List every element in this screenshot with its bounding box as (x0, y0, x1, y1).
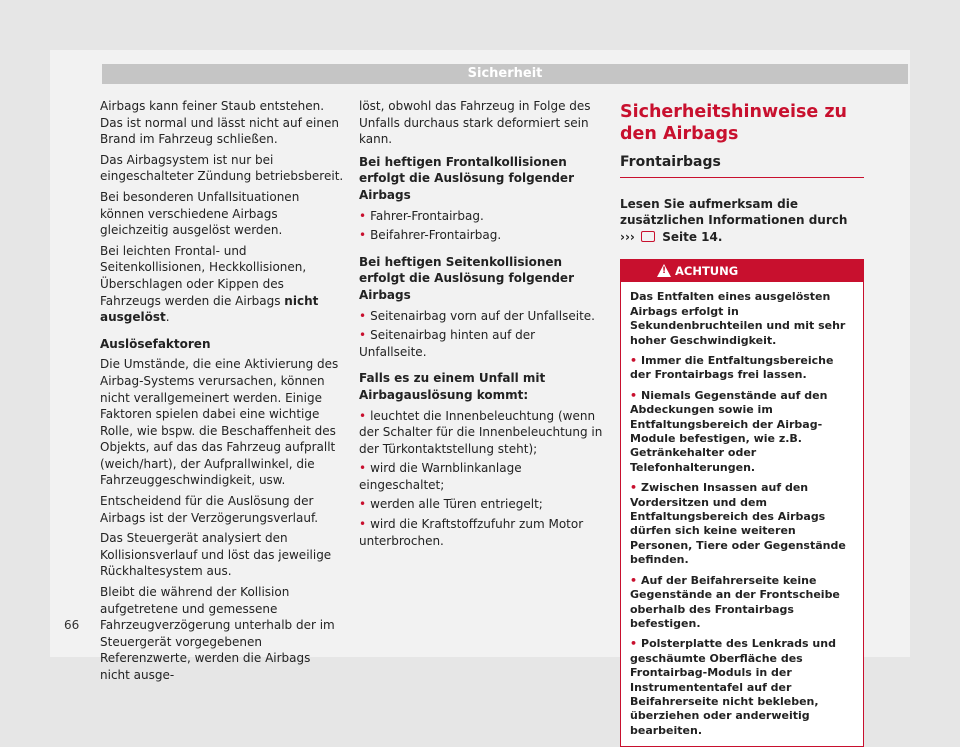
intro-text: Lesen Sie aufmerksam die zusätzlichen Informationen durch ››› Seite 14. (620, 196, 848, 244)
warning-body (621, 282, 863, 746)
bullet-icon: • (359, 228, 367, 243)
bullet-icon: • (630, 354, 638, 367)
bullet-icon: • (630, 388, 638, 402)
warning-item: • Polsterplatte des Lenkrads und geschäumte Oberfläche des Frontairbag-Moduls in der Instrumententafel auf der Beifahrerseite nicht bekleben, überziehen oder anderweitig bearbeiten. (630, 637, 836, 737)
paragraph: Airbags kann feiner Staub entstehen. Das ist normal und lässt nicht auf einen Brand im Fahrzeug schließen. (100, 99, 339, 147)
warning-box (620, 259, 864, 747)
book-icon (641, 231, 655, 242)
paragraph: Bei leichten Frontal- und Seitenkollisionen, Heckkollisionen, Überschlagen oder Kippen des Fahrzeugs werden die Airbags nicht ausgelöst. (100, 243, 319, 325)
subheading: Falls es zu einem Unfall mit Airbagauslösung kommt: (359, 371, 546, 402)
list-item: • Seitenairbag vorn auf der Unfallseite. (359, 308, 595, 323)
paragraph: Die Umstände, die eine Aktivierung des Airbag-Systems verursachen, können nicht verallgemeinert werden. Einige Faktoren spielen dabei eine wichtige Rolle, wie bspw. die Beschaffenheit des Objekts, auf das das Fahrzeug aufprallt (weich/hart), der Aufprallwinkel, die Fahrzeuggeschwindigkeit, usw. (100, 357, 339, 488)
section-header: Sicherheit (102, 64, 908, 84)
bullet-icon: • (359, 328, 367, 343)
paragraph: Bei besonderen Unfallsituationen können verschiedene Airbags gleichzeitig ausgelöst werden. (100, 189, 300, 238)
paragraph: Das Steuergerät analysiert den Kollisionsverlauf und löst das jeweilige Rückhaltesystem aus. (100, 531, 332, 579)
subheading: Bei heftigen Seitenkollisionen erfolgt die Auslösung folgender Airbags (359, 254, 574, 302)
list-item: • Beifahrer-Frontairbag. (359, 228, 502, 243)
page-number: 66 (64, 618, 80, 632)
bullet-icon: • (630, 573, 638, 587)
section-title: Sicherheitshinweise zu den Airbags (620, 102, 848, 144)
manual-page (50, 50, 910, 737)
section-subtitle: Frontairbags (620, 154, 864, 178)
page-link[interactable]: Seite 14 (662, 229, 718, 244)
subheading: Auslösefaktoren (100, 336, 211, 351)
warning-header (621, 260, 863, 282)
paragraph: Das Airbagsystem ist nur bei eingeschalteter Zündung betriebsbereit. (100, 152, 344, 184)
bullet-icon: • (359, 308, 367, 323)
bullet-icon: • (359, 517, 367, 532)
paragraph: löst, obwohl das Fahrzeug in Folge des Unfalls durchaus stark deformiert sein kann. (359, 99, 591, 147)
list-item: • leuchtet die Innenbeleuchtung (wenn der Schalter für die Innenbeleuchtung in der Türkontaktstellung steht); (359, 408, 603, 456)
bullet-icon: • (359, 408, 367, 423)
bullet-icon: • (630, 637, 638, 651)
list-item: • wird die Warnblinkanlage eingeschaltet; (359, 461, 522, 492)
subheading: Bei heftigen Frontalkollisionen erfolgt die Auslösung folgender Airbags (359, 154, 574, 202)
warning-lead: Das Entfalten eines ausgelösten Airbags erfolgt in Sekundenbruchteilen und mit sehr hoher Geschwindigkeit. (630, 290, 846, 347)
emphasis: nicht ausgelöst (100, 293, 319, 325)
list-item: • wird die Kraftstoffzufuhr zum Motor unterbrochen. (359, 517, 584, 548)
warning-item: • Niemals Gegenstände auf den Abdeckungen sowie im Entfaltungsbereich der Airbag-Module befestigen, wie z.B. Getränkehalter oder Telefonhalterungen. (630, 388, 828, 474)
warning-label: ACHTUNG (675, 264, 739, 279)
list-item: • Fahrer-Frontairbag. (359, 208, 484, 223)
bullet-icon: • (359, 497, 367, 512)
column-middle (359, 98, 603, 552)
warning-item: • Zwischen Insassen auf den Vordersitzen und dem Entfaltungsbereich des Airbags dürfen sich keine weiteren Personen, Tiere oder Gegenstände befinden. (630, 481, 846, 567)
warning-triangle-icon (657, 264, 671, 277)
warning-item: • Immer die Entfaltungsbereiche der Frontairbags frei lassen. (630, 354, 834, 382)
bullet-icon: • (630, 481, 638, 495)
warning-item: • Auf der Beifahrerseite keine Gegenstände an der Frontscheibe oberhalb des Frontairbags befestigen. (630, 573, 840, 630)
column-right (620, 98, 864, 747)
paragraph: Bleibt die während der Kollision aufgetretene und gemessene Fahrzeugverzögerung unterhalb der im Steuergerät vorgegebenen Referenzwerte, werden die Airbags nicht ausge- (100, 585, 335, 682)
bullet-icon: • (359, 208, 367, 223)
column-left (100, 98, 344, 688)
list-item: • werden alle Türen entriegelt; (359, 497, 543, 512)
list-item: • Seitenairbag hinten auf der Unfallseite. (359, 328, 536, 359)
paragraph: Entscheidend für die Auslösung der Airbags ist der Verzögerungsverlauf. (100, 494, 319, 525)
bullet-icon: • (359, 461, 367, 476)
